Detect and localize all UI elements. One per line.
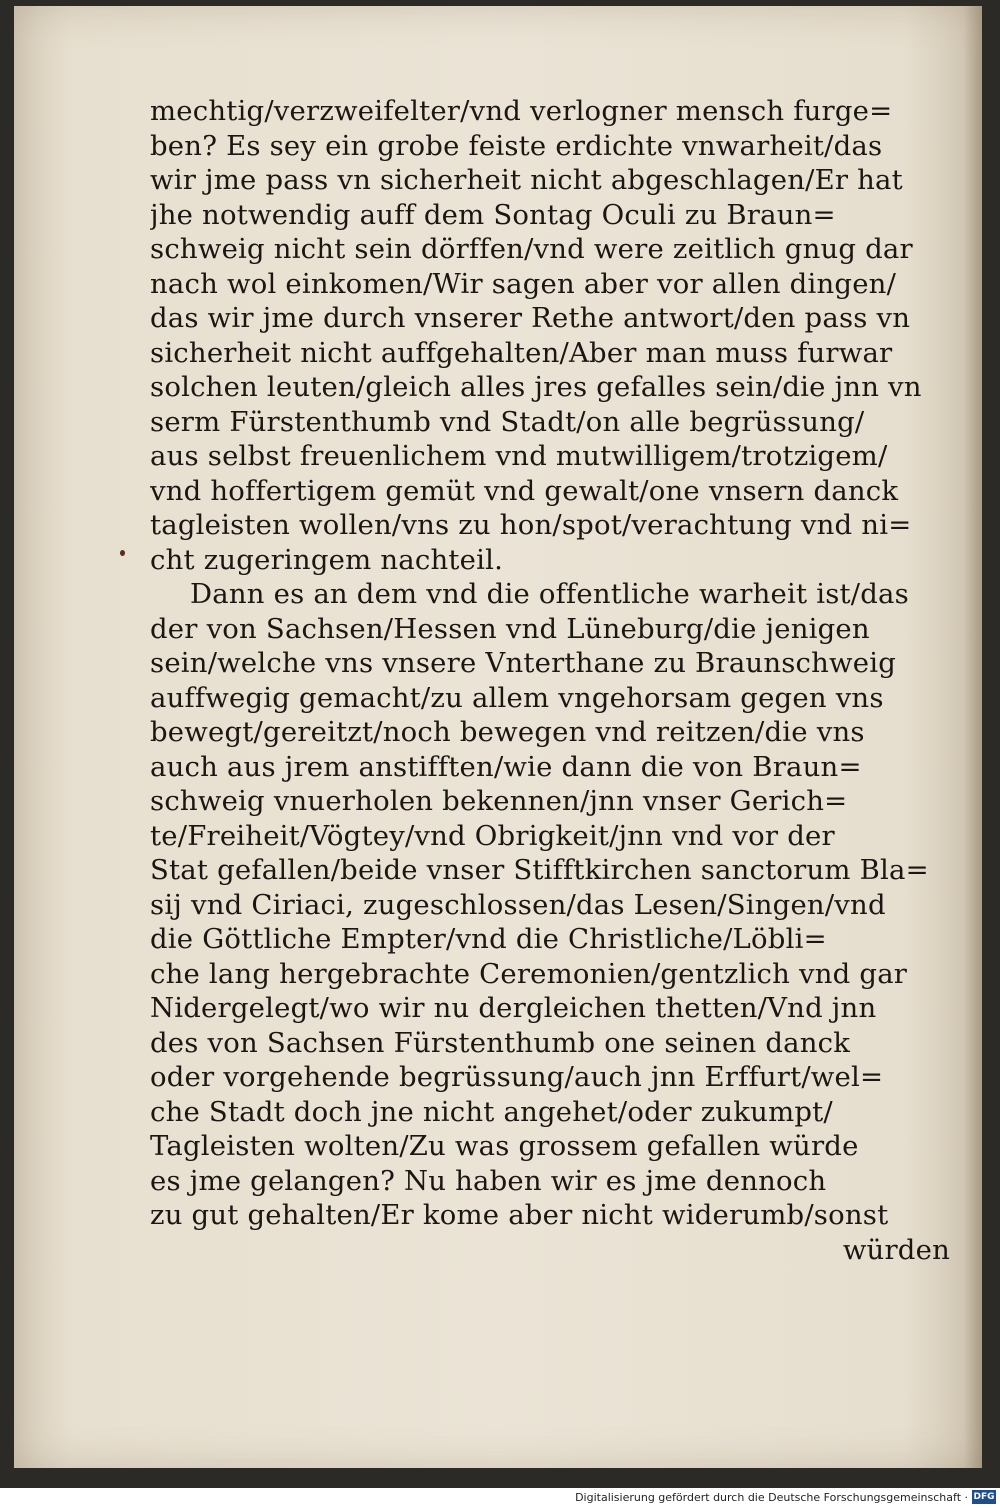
text-line: schweig nicht sein dörffen/vnd were zeitlich gnug dar xyxy=(150,233,913,265)
text-line: sij vnd Ciriaci, zugeschlossen/das Lesen/Singen/vnd xyxy=(150,888,886,921)
digitization-footer xyxy=(0,1488,1000,1508)
text-line: ben? Es sey ein grobe feiste erdichte vnwarheit/das xyxy=(150,129,883,162)
text-line: das wir jme durch vnserer Rethe antwort/den pass vn xyxy=(150,302,911,334)
text-line: sein/welche vns vnsere Vnterthane zu Braunschweig xyxy=(150,647,897,679)
text-line: des von Sachsen Fürstenthumb one seinen danck xyxy=(150,1026,851,1059)
text-line: serm Fürstenthumb vnd Stadt/on alle begrüssung/ xyxy=(150,405,865,438)
catchword: würden xyxy=(842,1233,950,1266)
text-line: der von Sachsen/Hessen vnd Lüneburg/die jenigen xyxy=(150,612,870,645)
body-text xyxy=(150,94,980,1267)
text-line: solchen leuten/gleich alles jres gefalles sein/die jnn vn xyxy=(150,371,922,403)
text-line: che lang hergebrachte Ceremonien/gentzlich vnd gar xyxy=(150,957,908,990)
funding-credit: Digitalisierung gefördert durch die Deutsche Forschungsgemeinschaft · xyxy=(575,1491,968,1504)
text-line: die Göttliche Empter/vnd die Christliche/Löbli= xyxy=(150,923,827,955)
text-line: Tagleisten wolten/Zu was grossem gefallen würde xyxy=(150,1130,859,1162)
dfg-logo: DFG xyxy=(973,1492,995,1502)
text-line: te/Freiheit/Vögtey/vnd Obrigkeit/jnn vnd vor der xyxy=(150,819,835,852)
text-line: schweig vnuerholen bekennen/jnn vnser Gerich= xyxy=(150,785,848,817)
text-line: che Stadt doch jne nicht angehet/oder zukumpt/ xyxy=(150,1095,833,1128)
book-page xyxy=(14,6,982,1468)
text-line: Nidergelegt/wo wir nu dergleichen thetten/Vnd jnn xyxy=(150,992,877,1024)
text-line: aus selbst freuenlichem vnd mutwilligem/trotzigem/ xyxy=(150,440,888,472)
text-line: wir jme pass vn sicherheit nicht abgeschlagen/Er hat xyxy=(150,164,903,196)
text-line: zu gut gehalten/Er kome aber nicht widerumb/sonst xyxy=(150,1199,889,1231)
text-line: jhe notwendig auff dem Sontag Oculi zu Braun= xyxy=(150,198,836,231)
text-line: cht zugeringem nachteil. xyxy=(150,543,504,576)
ink-spot xyxy=(120,550,125,556)
text-line: sicherheit nicht auffgehalten/Aber man muss furwar xyxy=(150,336,893,369)
text-line: tagleisten wollen/vns zu hon/spot/verachtung vnd ni= xyxy=(150,509,912,541)
paragraph-start-line: Dann es an dem vnd die offentliche warheit ist/das xyxy=(190,578,909,610)
text-line: bewegt/gereitzt/noch bewegen vnd reitzen/die vns xyxy=(150,716,865,748)
text-line: mechtig/verzweifelter/vnd verlogner mensch furge= xyxy=(150,95,893,127)
text-line: Stat gefallen/beide vnser Stifftkirchen sanctorum Bla= xyxy=(150,854,929,886)
text-line: es jme gelangen? Nu haben wir es jme dennoch xyxy=(150,1164,827,1197)
text-line: vnd hoffertigem gemüt vnd gewalt/one vnsern danck xyxy=(150,474,899,507)
text-line: auffwegig gemacht/zu allem vngehorsam gegen vns xyxy=(150,681,884,714)
text-line: auch aus jrem anstifften/wie dann die von Braun= xyxy=(150,750,862,783)
text-line: nach wol einkomen/Wir sagen aber vor allen dingen/ xyxy=(150,267,897,300)
text-line: oder vorgehende begrüssung/auch jnn Erffurt/wel= xyxy=(150,1061,884,1093)
